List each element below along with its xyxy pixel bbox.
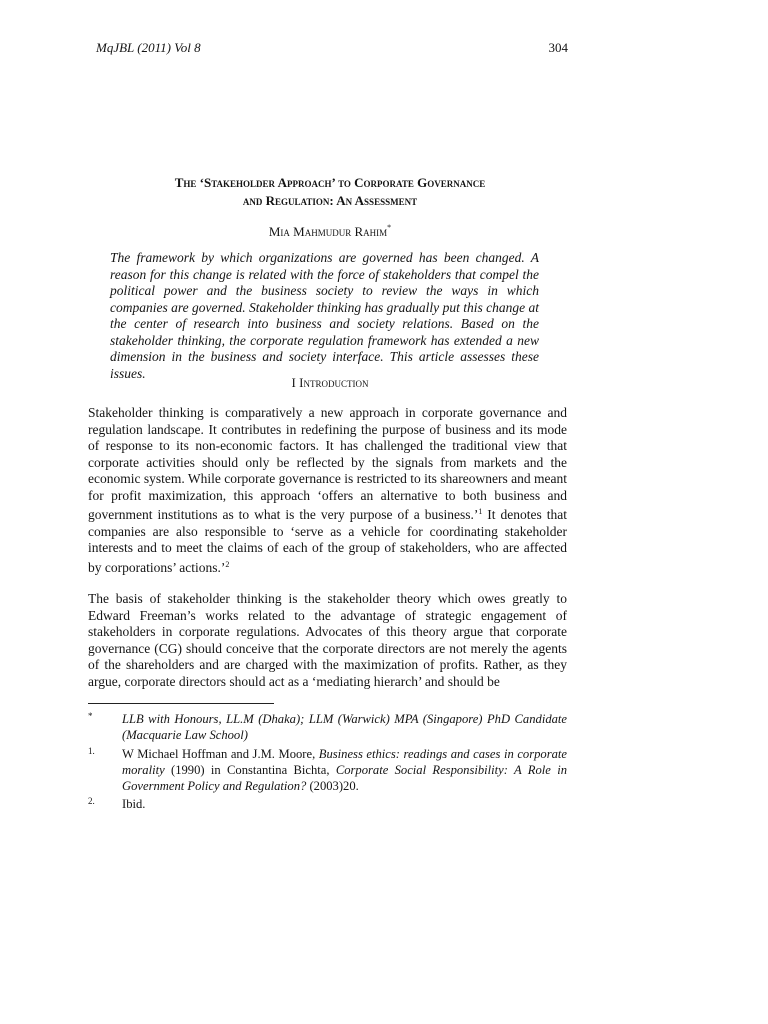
article-title <box>90 174 570 210</box>
page-number: 304 <box>548 40 568 55</box>
section-number: I <box>291 375 296 390</box>
footnote-mark: 2. <box>88 796 95 807</box>
author-footnote-mark: * <box>387 223 392 232</box>
abstract: The framework by which organizations are governed has been changed. A reason for this change is related with the force of stakeholders that compel the political power and the business society to review the ways in which companies are governed. Stakeholder thinking has gradually put this change at the center of research into business and society relations. Based on the stakeholder thinking, the corporate regulation framework has extended a new dimension in the business and society interface. This article assesses these issues. <box>110 250 539 381</box>
body-paragraph-1 <box>88 405 567 576</box>
journal-citation: MqJBL (2011) Vol 8 <box>96 40 201 55</box>
footnote-1-authors: W Michael Hoffman and J.M. Moore, <box>122 746 319 761</box>
footnote-2 <box>88 796 567 812</box>
footnote-text: LLB with Honours, LL.M (Dhaka); LLM (Warwick) MPA (Singapore) PhD Candidate (Macquarie Law School) <box>122 712 567 743</box>
footnote-separator <box>88 703 274 704</box>
body-paragraph-2: The basis of stakeholder thinking is the stakeholder theory which owes greatly to Edward Freeman’s works related to the advantage of strategic engagement of stakeholders in corporate regulations. Advocates of this theory argue that corporate governance (CG) should conceive that the corporate directors are not merely the agents of the shareholders and are charged with the maximization of profits. Rather, as they argue, corporate directors should act as a ‘mediating hierarch’ and should be <box>88 591 567 689</box>
footnote-text <box>122 746 567 795</box>
footnote-author <box>88 711 567 744</box>
title-line-1: The ‘Stakeholder Approach’ to Corporate Governance <box>174 175 486 190</box>
footnote-mark: 1. <box>88 745 95 756</box>
footnote-1-year: (2003)20. <box>306 779 359 794</box>
footnote-1-book-title: Business ethics: readings and cases in corporate morality <box>122 746 567 777</box>
author-name: Mia Mahmudur Rahim <box>268 224 388 239</box>
footnotes <box>88 711 567 815</box>
running-header <box>96 40 568 56</box>
author-byline <box>90 223 570 240</box>
footnote-1-second-title: Corporate Social Responsibility: A Role in Government Policy and Regulation? <box>122 762 567 794</box>
section-title: Introduction <box>299 375 369 390</box>
footnote-1-middle: (1990) in Constantina Bichta, <box>164 762 336 777</box>
paragraph-1-text-b: It denotes that companies are also responsible to ‘serve as a vehicle for coordinating stakeholder interests and to meet the claims of each of the group of stakeholders, who are affected by corporations’ actions.’ <box>88 507 567 575</box>
title-line-2: and Regulation: An Assessment <box>242 193 418 208</box>
footnote-mark: * <box>88 711 93 721</box>
footnote-ref-2: 2 <box>225 559 230 569</box>
footnote-text: Ibid. <box>122 797 146 812</box>
footnote-ref-1: 1 <box>478 507 483 516</box>
footnote-1 <box>88 746 567 795</box>
section-heading <box>90 375 570 391</box>
paragraph-1-text-a: Stakeholder thinking is comparatively a new approach in corporate governance and regulation landscape. It contributes in redefining the purpose of business and its mode of response to its non-economic factors. It has challenged the traditional view that corporate activities should only be reflected by the signals from markets and the economic system. While corporate governance is restricted to its shareowners and meant for profit maximization, this approach ‘offers an alternative to both business and government institutions as to what is the very purpose of a business.’ <box>88 405 567 522</box>
